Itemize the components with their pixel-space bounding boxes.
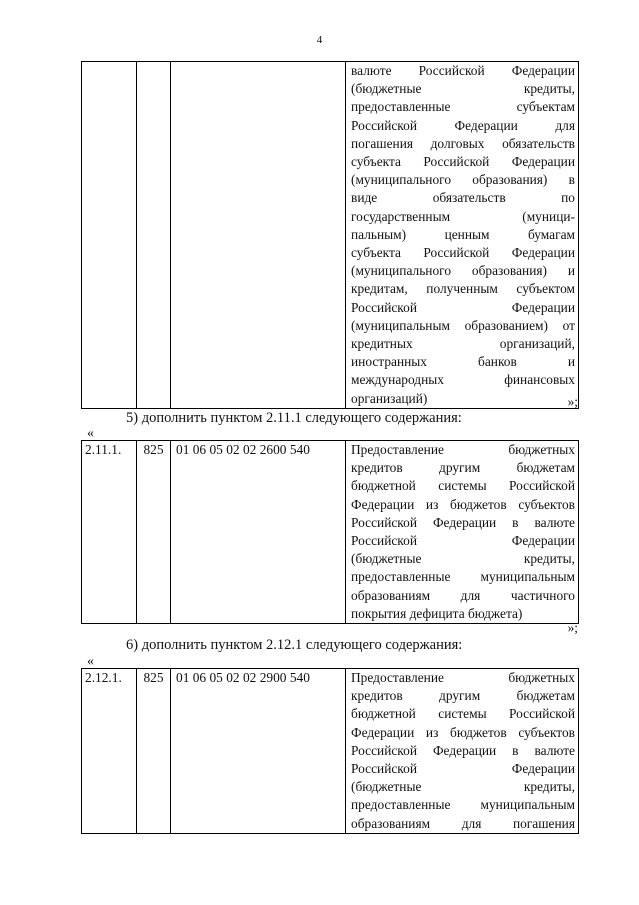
description-line: бюджетной системы Российской <box>351 478 575 494</box>
description-line: (бюджетные кредиты, <box>351 779 575 795</box>
closing-quote: »; <box>567 394 578 409</box>
cell-number: 2.12.1. <box>82 669 137 834</box>
table-2-12-1 <box>81 668 579 834</box>
description-line: международных финансовых <box>351 372 575 388</box>
description-line: кредитных организаций, <box>351 336 575 352</box>
description-line: (муниципального образования) в <box>351 172 575 188</box>
description-line: Федерации из бюджетов субъектов <box>351 724 575 740</box>
description-line: (бюджетные кредиты, <box>351 81 575 97</box>
page-number: 4 <box>316 34 323 46</box>
description-line: Российской Федерации <box>351 533 575 549</box>
description-line: виде обязательств по <box>351 190 575 206</box>
description-line: иностранных банков и <box>351 354 575 370</box>
cell-kbk: 01 06 05 02 02 2600 540 <box>171 441 346 624</box>
description-line: погашения долговых обязательств <box>351 135 575 151</box>
description-line: (муниципальным образованием) от <box>351 317 575 333</box>
cell-number: 2.11.1. <box>82 441 137 624</box>
description-line: Российской Федерации в валюте <box>351 742 575 758</box>
cell-description <box>346 441 579 624</box>
description-line: образованиям для частичного <box>351 587 575 603</box>
description-line: Предоставление бюджетных <box>351 670 575 685</box>
description-line: (муниципального образования) и <box>351 263 575 279</box>
description-line: Российской Федерации <box>351 299 575 315</box>
description-line: Федерации из бюджетов субъектов <box>351 496 575 512</box>
closing-quote: »; <box>567 620 578 635</box>
instruction-item-6: 6) дополнить пунктом 2.12.1 следующего содержания: <box>126 637 463 653</box>
instruction-item-5: 5) дополнить пунктом 2.11.1 следующего содержания: <box>126 410 462 426</box>
cell-description <box>346 669 579 834</box>
description-line: образованиям для погашения <box>351 815 575 831</box>
description-line: Российской Федерации в валюте <box>351 514 575 530</box>
cell-kbk <box>171 62 346 409</box>
table-2-11-1 <box>81 440 579 624</box>
table-continuation <box>81 61 579 409</box>
cell-description <box>346 62 579 409</box>
cell-code: 825 <box>137 669 171 834</box>
description-line: организаций) <box>351 390 428 406</box>
description-line: предоставленные муниципальным <box>351 569 575 585</box>
description-line: кредитам, полученным субъектом <box>351 281 575 297</box>
description-line: Российской Федерации для <box>351 117 575 133</box>
description-line: покрытия дефицита бюджета) <box>351 605 523 621</box>
table-row <box>82 441 579 624</box>
description-line: предоставленные субъектам <box>351 99 575 115</box>
description-line: предоставленные муниципальным <box>351 797 575 813</box>
table-row <box>82 62 579 409</box>
description-line: пальным) ценным бумагам <box>351 226 575 242</box>
cell-kbk: 01 06 05 02 02 2900 540 <box>171 669 346 834</box>
opening-quote: « <box>87 654 94 669</box>
description-line: государственным (муници- <box>351 208 575 224</box>
description-line: кредитов другим бюджетам <box>351 688 575 704</box>
description-line: валюте Российской Федерации <box>351 63 575 78</box>
description-line: субъекта Российской Федерации <box>351 154 575 170</box>
description-line: (бюджетные кредиты, <box>351 551 575 567</box>
cell-number <box>82 62 137 409</box>
opening-quote: « <box>87 426 94 441</box>
cell-code: 825 <box>137 441 171 624</box>
description-line: Российской Федерации <box>351 761 575 777</box>
description-line: бюджетной системы Российской <box>351 706 575 722</box>
cell-code <box>137 62 171 409</box>
table-row <box>82 669 579 834</box>
description-line: Предоставление бюджетных <box>351 442 575 457</box>
description-line: субъекта Российской Федерации <box>351 245 575 261</box>
description-line: кредитов другим бюджетам <box>351 460 575 476</box>
